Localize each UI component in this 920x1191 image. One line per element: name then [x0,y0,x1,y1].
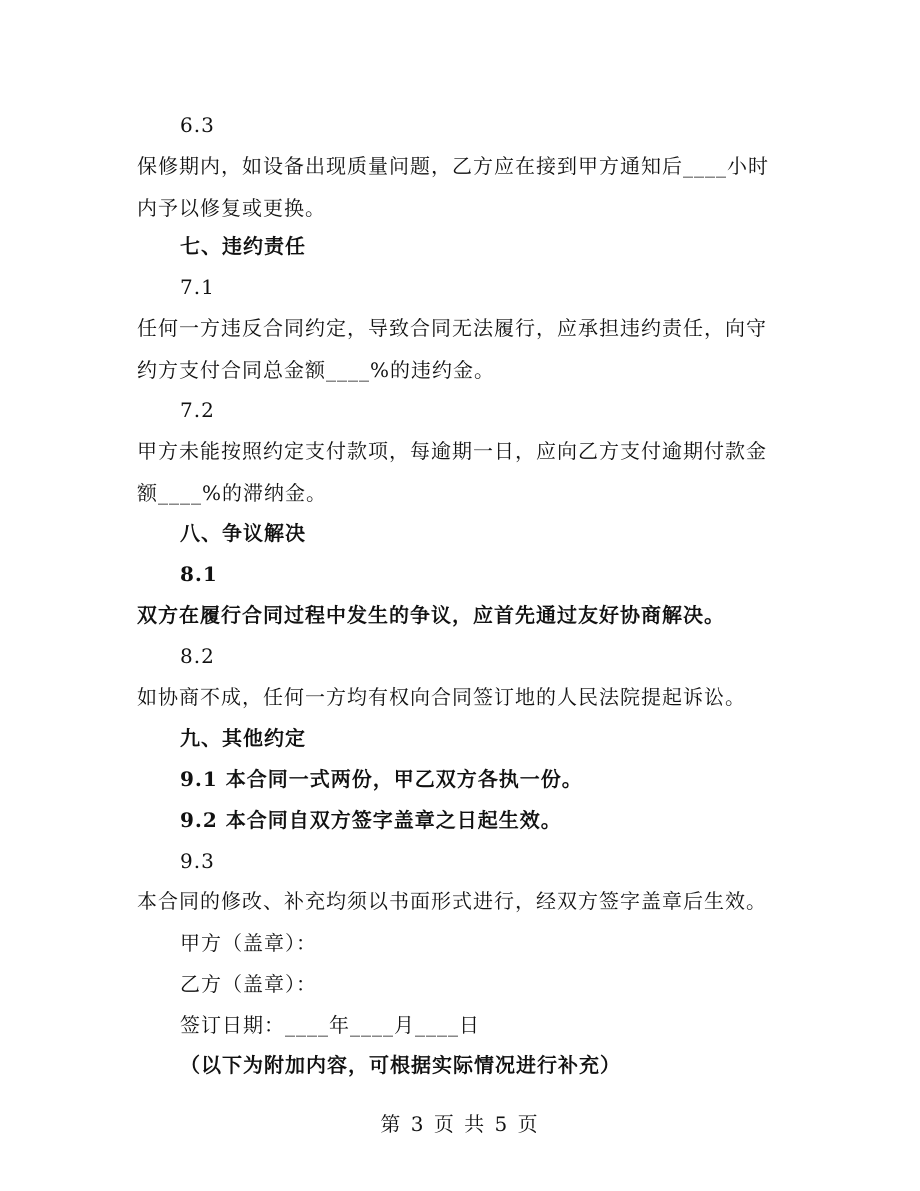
paragraph-line: 如协商不成，任何一方均有权向合同签订地的人民法院提起诉讼。 [137,685,746,709]
clause-line: 9.2 本合同自双方签字盖章之日起生效。 [180,808,562,832]
clause-number: 9.3 [180,849,215,873]
clause-number: 7.2 [180,398,215,422]
paragraph-line: 额____%的滞纳金。 [137,481,328,505]
clause-number: 8.2 [180,644,215,668]
paragraph-line: 双方在履行合同过程中发生的争议，应首先通过友好协商解决。 [137,603,725,627]
paragraph-line: 甲方未能按照约定支付款项，每逾期一日，应向乙方支付逾期付款金 [137,439,767,463]
paragraph-line: 任何一方违反合同约定，导致合同无法履行，应承担违约责任，向守 [137,316,767,340]
paragraph-line: 本合同的修改、补充均须以书面形式进行，经双方签字盖章后生效。 [137,889,767,913]
section-heading: 八、争议解决 [180,521,306,545]
paragraph-line: 内予以修复或更换。 [137,196,326,220]
signature-party-a: 甲方（盖章）： [180,931,317,955]
appendix-note: （以下为附加内容，可根据实际情况进行补充） [180,1053,621,1077]
section-heading: 九、其他约定 [180,726,306,750]
clause-number: 8.1 [180,562,218,586]
signing-date: 签订日期：____年____月____日 [180,1013,480,1037]
clause-line: 9.1 本合同一式两份，甲乙双方各执一份。 [180,767,583,791]
paragraph-line: 约方支付合同总金额____%的违约金。 [137,358,496,382]
clause-number: 7.1 [180,275,215,299]
clause-number: 6.3 [180,113,215,137]
paragraph-line: 保修期内，如设备出现质量问题，乙方应在接到甲方通知后____小时 [137,154,769,178]
page-number-footer: 第 3 页 共 5 页 [380,1112,540,1136]
section-heading: 七、违约责任 [180,234,306,258]
signature-party-b: 乙方（盖章）： [180,972,317,996]
